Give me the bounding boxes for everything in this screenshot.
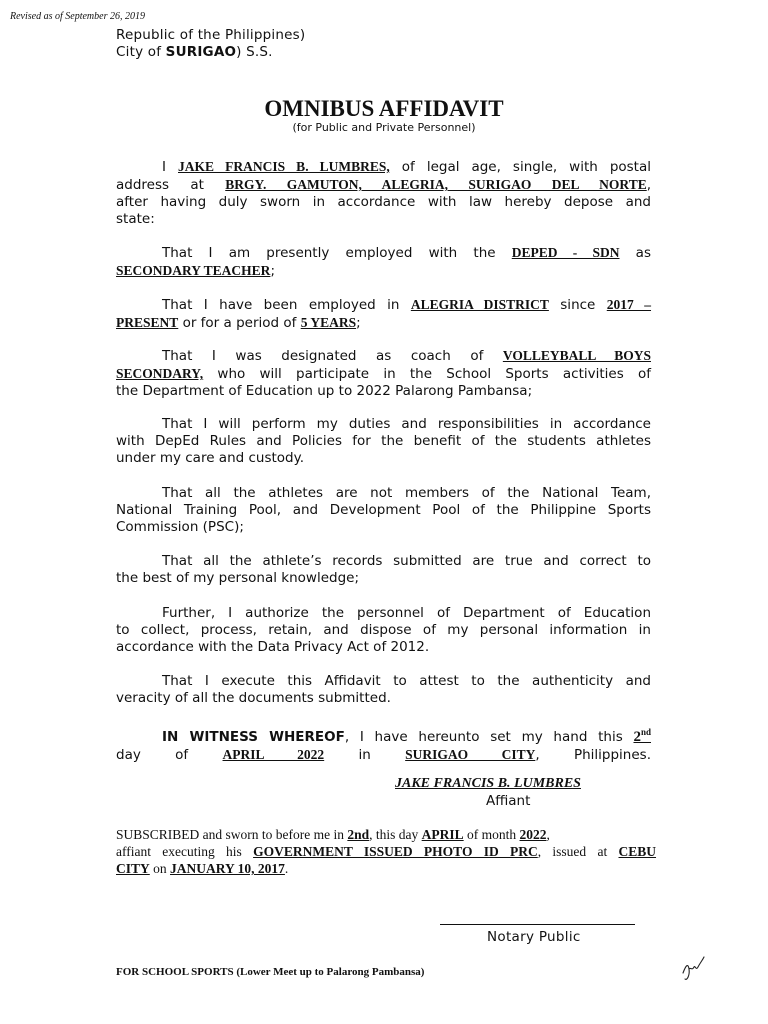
- paragraph-coach: That I was designated as coach of VOLLEYBALL BOYS SECONDARY, who will participate in the School Sports activities of the Department of Education up to 2022 Palarong Pambansa;: [116, 348, 651, 399]
- paragraph-records: That all the athlete’s records submitted are true and correct to the best of my personal knowledge;: [116, 553, 651, 586]
- affiant-signature-name: JAKE FRANCIS B. LUMBRES: [395, 776, 581, 791]
- postal-address: BRGY. GAMUTON, ALEGRIA, SURIGAO DEL NORTE: [225, 177, 647, 192]
- paragraph-employment: That I am presently employed with the DEPED - SDN as SECONDARY TEACHER;: [116, 245, 651, 279]
- execution-month-year: APRIL 2022: [222, 747, 325, 762]
- notary-label: Notary Public: [487, 929, 581, 945]
- document-subtitle: (for Public and Private Personnel): [292, 121, 476, 134]
- paragraph-privacy: Further, I authorize the personnel of Department of Education to collect, process, retain, and dispose of my personal information in accordance with the Data Privacy Act of 2012.: [116, 605, 651, 655]
- revision-note: Revised as of September 26, 2019: [10, 11, 145, 22]
- execution-city: SURIGAO CITY: [405, 747, 536, 762]
- id-issue-date: JANUARY 10, 2017: [170, 861, 285, 876]
- affiant-name-inline: JAKE FRANCIS B. LUMBRES,: [178, 159, 390, 174]
- service-period: 5 YEARS: [300, 315, 357, 330]
- paragraph-tenure: That I have been employed in ALEGRIA DISTRICT since 2017 – PRESENT or for a period of 5 YEARS;: [116, 297, 652, 331]
- paragraph-attest: That I execute this Affidavit to attest to the authenticity and veracity of all the documents submitted.: [116, 673, 651, 706]
- paragraph-witness: IN WITNESS WHEREOF, I have hereunto set my hand this 2nd day of APRIL 2022 in SURIGAO CITY, Philippines.: [116, 727, 651, 763]
- venue-city: City of SURIGAO) S.S.: [116, 44, 273, 60]
- position: SECONDARY TEACHER: [116, 263, 271, 278]
- document-title: OMNIBUS AFFIDAVIT: [264, 96, 504, 121]
- sport-event: VOLLEYBALL BOYS: [502, 348, 651, 363]
- paragraph-duties: That I will perform my duties and responsibilities in accordance with DepEd Rules and Policies for the benefit of the students athletes under my care and custody.: [116, 416, 651, 466]
- intro-paragraph: I JAKE FRANCIS B. LUMBRES, of legal age, single, with postal address at BRGY. GAMUTON, ALEGRIA, SURIGAO DEL NORTE, after having duly sworn in accordance with law hereby depose and state:: [116, 159, 652, 227]
- execution-day: 2nd: [633, 727, 651, 745]
- employer: DEPED - SDN: [511, 245, 620, 260]
- affiant-label: Affiant: [486, 793, 531, 809]
- notary-signature-line: [440, 924, 635, 925]
- id-type: GOVERNMENT ISSUED PHOTO ID PRC: [253, 844, 538, 859]
- handwritten-initials: [680, 955, 706, 989]
- subscribed-paragraph: SUBSCRIBED and sworn to before me in 2nd, this day APRIL of month 2022, affiant executing his GOVERNMENT ISSUED PHOTO ID PRC, issued at CEBU CITY on JANUARY 10, 2017.: [116, 827, 657, 876]
- footer-note: FOR SCHOOL SPORTS (Lower Meet up to Palarong Pambansa): [116, 966, 425, 978]
- district: ALEGRIA DISTRICT: [410, 297, 549, 312]
- venue-republic: Republic of the Philippines): [116, 27, 306, 43]
- paragraph-athletes: That all the athletes are not members of the National Team, National Training Pool, and Development Pool of the Philippine Sports Commission (PSC);: [116, 485, 651, 535]
